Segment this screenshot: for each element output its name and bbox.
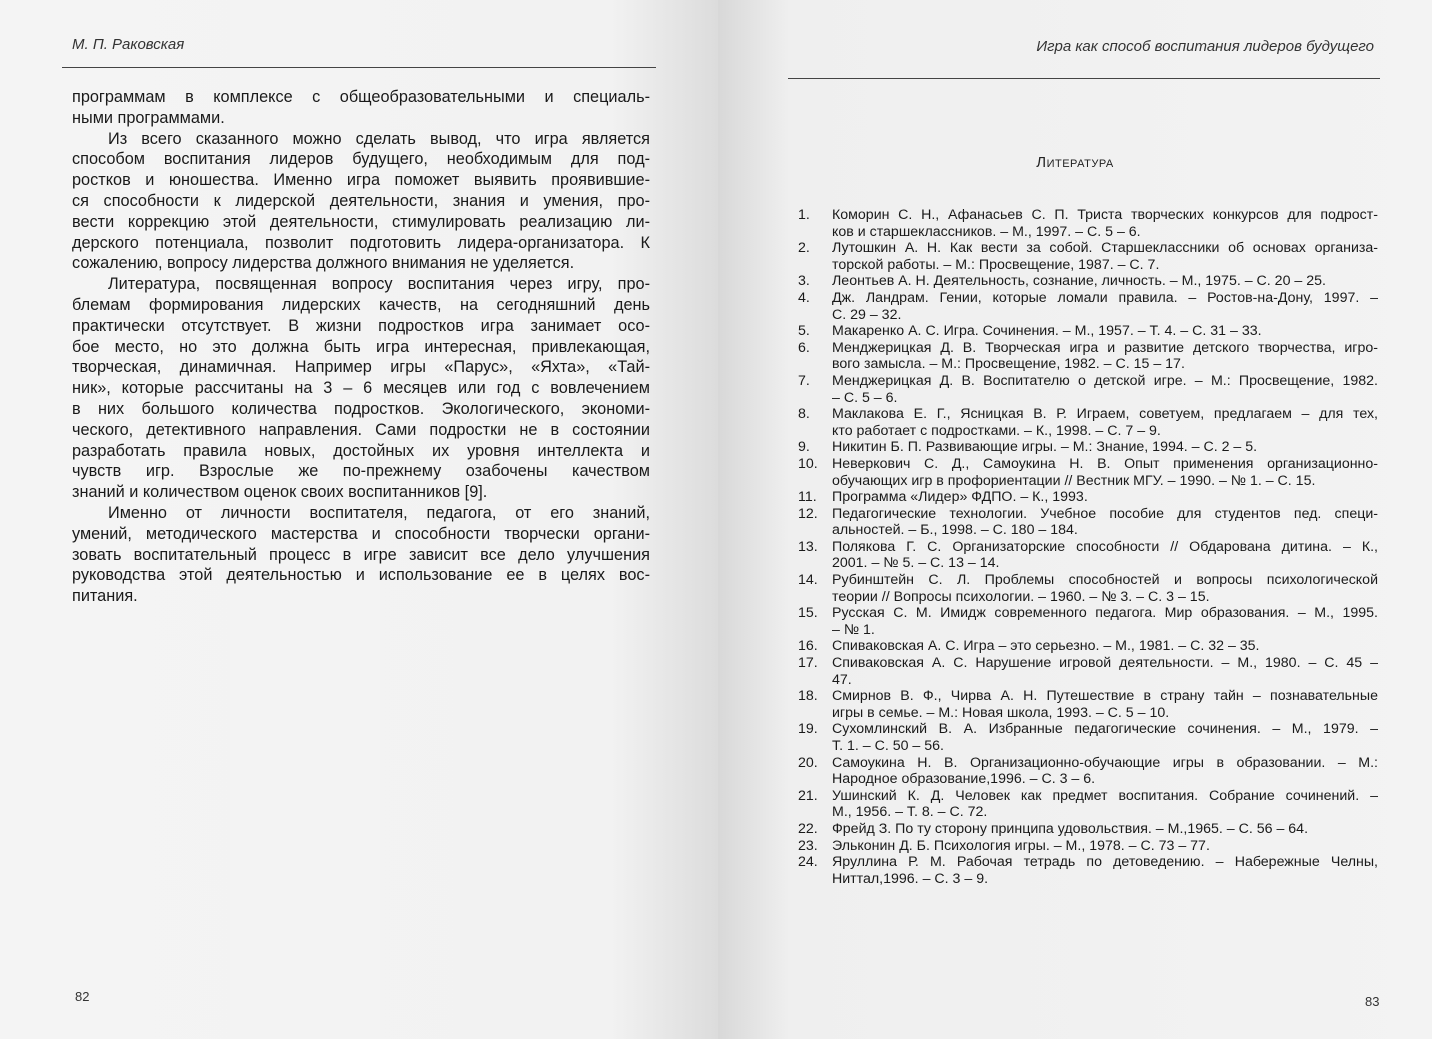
reference-number: 7. xyxy=(798,372,810,389)
reference-item xyxy=(798,207,1378,240)
reference-text: Эльконин Д. Б. Психология игры. – М., 1978. – С. 73 – 77. xyxy=(832,837,1210,854)
reference-item xyxy=(798,755,1378,788)
reference-text: теории // Вопросы психологии. – 1960. – № 3. – С. 3 – 15. xyxy=(832,588,1210,605)
reference-text: Педагогические технологии. Учебное пособие для студентов пед. специ- xyxy=(832,505,1378,522)
text-line: ся способности к лидерской деятельности, знания и умения, про- xyxy=(72,191,650,210)
reference-text: 47. xyxy=(832,671,852,688)
text-line: программам в комплексе с общеобразовательными и специаль- xyxy=(72,88,650,106)
page-number: 83 xyxy=(1365,994,1380,1009)
running-head-author: М. П. Раковская xyxy=(72,36,185,53)
header-rule xyxy=(62,67,656,68)
text-line: ростков и юношества. Именно игра поможет выявить проявившие- xyxy=(72,171,650,190)
reference-text: С. 29 – 32. xyxy=(832,306,902,323)
reference-item xyxy=(798,240,1378,273)
text-line: ными программами. xyxy=(72,108,225,127)
reference-number: 22. xyxy=(798,820,818,837)
text-line: ник», которые рассчитаны на 3 – 6 месяцев или год с вовлечением xyxy=(72,379,650,398)
text-line: зовать воспитательный процесс в игре зависит все дело улучшения xyxy=(72,545,650,564)
reference-text: Т. 1. – С. 50 – 56. xyxy=(832,738,944,754)
text-line: разработать правила новых, достойных их уровня интеллекта и xyxy=(72,441,650,460)
text-line: бое место, но это должна быть игра интересная, привлекающая, xyxy=(72,337,650,356)
reference-text: Ниттал,1996. – С. 3 – 9. xyxy=(832,870,989,887)
reference-item xyxy=(798,323,1378,340)
reference-number: 18. xyxy=(798,688,818,705)
reference-item xyxy=(798,821,1378,838)
reference-text: Рубинштейн С. Л. Проблемы способностей и вопросы психологической xyxy=(832,572,1378,589)
reference-number: 8. xyxy=(798,406,810,423)
text-line: знаний и количеством оценок своих воспитанников [9]. xyxy=(72,483,488,502)
reference-number: 13. xyxy=(798,538,818,555)
reference-item xyxy=(798,572,1378,605)
text-line: вести коррекцию этой деятельности, стимулировать реализацию ли- xyxy=(72,212,650,231)
reference-text: – № 1. xyxy=(832,621,875,638)
text-line: чувств игр. Взрослые же по-прежнему озабочены качеством xyxy=(72,462,650,481)
reference-number: 19. xyxy=(798,721,818,738)
reference-item xyxy=(798,539,1378,572)
reference-number: 23. xyxy=(798,837,818,854)
reference-text: Фрейд З. По ту сторону принципа удовольствия. – М.,1965. – С. 56 – 64. xyxy=(832,820,1309,837)
text-line: Именно от личности воспитателя, педагога, от его знаний, xyxy=(108,503,650,522)
text-line: ческого, детективного направления. Сами подростки не в состоянии xyxy=(72,420,650,439)
running-head-title: Игра как способ воспитания лидеров будущего xyxy=(1036,38,1374,55)
reference-item xyxy=(798,788,1378,821)
reference-text: Сухомлинский В. А. Избранные педагогические сочинения. – М., 1979. – xyxy=(832,721,1378,738)
reference-text: Спиваковская А. С. Нарушение игровой деятельности. – М., 1980. – С. 45 – xyxy=(832,655,1378,672)
text-line: в них большого количества подростков. Экологического, экономи- xyxy=(72,399,650,418)
reference-number: 14. xyxy=(798,572,818,589)
text-line: дерского потенциала, позволит подготовить лидера-организатора. К xyxy=(72,233,650,252)
reference-item xyxy=(798,273,1378,290)
reference-text: Леонтьев А. Н. Деятельность, сознание, личность. – М., 1975. – С. 20 – 25. xyxy=(832,273,1326,290)
reference-item xyxy=(798,290,1378,323)
text-line: умений, методического мастерства и способности творчески органи- xyxy=(72,524,650,543)
text-line: питания. xyxy=(72,587,138,606)
reference-text: Русская С. М. Имидж современного педагога. Мир образования. – М., 1995. xyxy=(832,605,1378,622)
reference-item xyxy=(798,489,1378,506)
reference-item xyxy=(798,406,1378,439)
reference-number: 17. xyxy=(798,655,818,672)
reference-item xyxy=(798,721,1378,754)
reference-text: ков и старшеклассников. – М., 1997. – С. 5 – 6. xyxy=(832,223,1141,240)
reference-text: Смирнов В. Ф., Чирва А. Н. Путешествие в страну тайн – познавательные xyxy=(832,688,1378,705)
reference-text: Яруллина Р. М. Рабочая тетрадь по детоведению. – Набережные Челны, xyxy=(832,854,1378,871)
reference-number: 15. xyxy=(798,605,818,622)
reference-text: Маклакова Е. Г., Ясницкая В. Р. Играем, советуем, предлагаем – для тех, xyxy=(832,406,1378,423)
reference-item xyxy=(798,688,1378,721)
reference-number: 11. xyxy=(798,489,817,506)
reference-number: 12. xyxy=(798,505,818,522)
reference-item xyxy=(798,373,1378,406)
reference-number: 2. xyxy=(798,240,810,257)
reference-item xyxy=(798,340,1378,373)
text-line: Литература, посвященная вопросу воспитания через игру, про- xyxy=(108,275,650,294)
reference-text: Лутошкин А. Н. Как вести за собой. Старшеклассники об основах организа- xyxy=(832,240,1378,257)
reference-item xyxy=(798,638,1378,655)
body-text xyxy=(72,87,650,607)
reference-text: 2001. – № 5. – С. 13 – 14. xyxy=(832,555,1000,572)
reference-text: Менджерицкая Д. В. Воспитателю о детской игре. – М.: Просвещение, 1982. xyxy=(832,372,1378,389)
text-line: творческая, динамичная. Например игры «Парус», «Яхта», «Тай- xyxy=(72,358,650,377)
reference-number: 9. xyxy=(798,439,810,456)
text-line: руководства этой деятельностью и использование ее в целях вос- xyxy=(72,566,650,585)
reference-text: Спиваковская А. С. Игра – это серьезно. – М., 1981. – С. 32 – 35. xyxy=(832,638,1260,655)
reference-item xyxy=(798,506,1378,539)
reference-text: Неверкович С. Д., Самоукина Н. В. Опыт применения организационно- xyxy=(832,455,1378,472)
reference-text: торской работы. – М.: Просвещение, 1987. – С. 7. xyxy=(832,256,1160,273)
reference-item xyxy=(798,854,1378,887)
text-line: сожалению, вопросу лидерства должного внимания не уделяется. xyxy=(72,254,575,273)
reference-number: 24. xyxy=(798,854,818,871)
reference-number: 3. xyxy=(798,273,810,290)
header-rule xyxy=(788,78,1380,79)
reference-text: Программа «Лидер» ФДПО. – К., 1993. xyxy=(832,489,1088,506)
reference-text: игры в семье. – М.: Новая школа, 1993. – С. 5 – 10. xyxy=(832,704,1170,721)
reference-text: Ушинский К. Д. Человек как предмет воспитания. Собрание сочинений. – xyxy=(832,787,1378,804)
text-line: Из всего сказанного можно сделать вывод, что игра является xyxy=(108,129,650,148)
reference-number: 5. xyxy=(798,323,810,340)
reference-text: обучающих игр в профориентации // Вестник МГУ. – 1990. – № 1. – С. 15. xyxy=(832,472,1316,489)
reference-number: 10. xyxy=(798,455,818,472)
reference-text: Самоукина Н. В. Организационно-обучающие игры в образовании. – М.: xyxy=(832,754,1378,771)
reference-number: 20. xyxy=(798,754,818,771)
reference-number: 1. xyxy=(798,207,810,223)
reference-item xyxy=(798,838,1378,855)
text-line: способом воспитания лидеров будущего, необходимым для под- xyxy=(72,150,650,169)
reference-text: – С. 5 – 6. xyxy=(832,389,898,406)
reference-text: вого замысла. – М.: Просвещение, 1982. – С. 15 – 17. xyxy=(832,356,1185,373)
reference-number: 6. xyxy=(798,339,810,356)
reference-number: 16. xyxy=(798,638,818,655)
reference-text: Макаренко А. С. Игра. Сочинения. – М., 1957. – Т. 4. – С. 31 – 33. xyxy=(832,323,1262,340)
text-line: блемам формирования лидерских качеств, на сегодняшний день xyxy=(72,295,650,314)
text-line: практически отсутствует. В жизни подростков игра занимает осо- xyxy=(72,316,650,335)
page-number: 82 xyxy=(75,989,90,1004)
reference-text: Полякова Г. С. Организаторские способности // Обдарована дитина. – К., xyxy=(832,538,1378,555)
reference-list xyxy=(798,207,1378,887)
reference-number: 21. xyxy=(798,787,818,804)
reference-text: Коморин С. Н., Афанасьев С. П. Триста творческих конкурсов для подрост- xyxy=(832,207,1378,223)
reference-text: кто работает с подростками. – К., 1998. – С. 7 – 9. xyxy=(832,422,1161,439)
reference-item xyxy=(798,655,1378,688)
section-title: Литература xyxy=(1036,154,1114,171)
reference-text: Менджерицкая Д. В. Творческая игра и развитие детского творчества, игро- xyxy=(832,339,1378,356)
reference-text: Дж. Ландрам. Гении, которые ломали правила. – Ростов-на-Дону, 1997. – xyxy=(832,289,1378,306)
reference-item xyxy=(798,456,1378,489)
reference-item xyxy=(798,439,1378,456)
reference-text: альностей. – Б., 1998. – С. 180 – 184. xyxy=(832,522,1078,539)
reference-text: Никитин Б. П. Развивающие игры. – М.: Знание, 1994. – С. 2 – 5. xyxy=(832,439,1258,456)
reference-text: Народное образование,1996. – С. 3 – 6. xyxy=(832,771,1096,788)
reference-item xyxy=(798,605,1378,638)
right-page xyxy=(718,0,1432,1039)
reference-text: М., 1956. – Т. 8. – С. 72. xyxy=(832,804,988,821)
reference-number: 4. xyxy=(798,289,810,306)
